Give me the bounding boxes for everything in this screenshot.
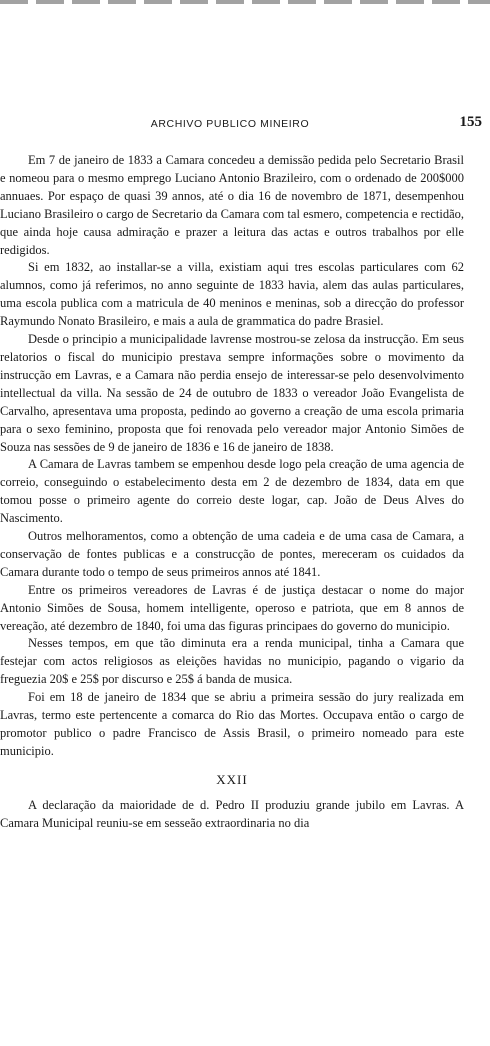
paragraph: Nesses tempos, em que tão diminuta era a renda municipal, tinha a Camara que festejar com actos religiosos as eleições havidas no municipio, pagando o vigario da freguezia 20$ e 25$ por discurso e 25$ á banda de musica. <box>0 636 464 687</box>
paragraph: Foi em 18 de janeiro de 1834 que se abriu a primeira sessão do jury realizada em Lavras, termo este pertencente a comarca do Rio das Mortes. Occupava então o cargo de promotor publico o padre Francisco de Assis Brasil, o primeiro nomeado para este municipio. <box>0 690 464 758</box>
paragraph: A declaração da maioridade de d. Pedro II produziu grande jubilo em Lavras. A Camara Municipal reuniu-se em sesseão extraordinaria no dia <box>0 797 464 830</box>
page-number: 155 <box>459 114 482 130</box>
section-heading: XXII <box>216 771 248 787</box>
body-text <box>0 152 464 833</box>
paragraph: Em 7 de janeiro de 1833 a Camara concedeu a demissão pedida pelo Secretario Brasil e nomeou para o mesmo emprego Luciano Antonio Brazileiro, com o ordenado de 200$000 annuaes. Por espaço de quasi 39 annos, até o dia 16 de novembro de 1871, desempenhou Luciano Brasileiro o cargo de Secretario da Camara com tal esmero, competencia e rectidão, que ainda hoje causa admiração e prazer a leitura das actas e outros trabalhos por elle redigidos. <box>0 153 464 257</box>
top-border-rule <box>0 0 490 4</box>
paragraph: Si em 1832, ao installar-se a villa, existiam aqui tres escolas particulares com 62 alumnos, como já referimos, no anno seguinte de 1833 havia, alem das aulas particulares, uma escola publica com a matricula de 40 meninos e meninas, sob a direcção do professor Raymundo Nonato Brasileiro, e mais a aula de grammatica do padre Brasiel. <box>0 260 464 329</box>
running-header <box>0 112 490 132</box>
running-title: ARCHIVO PUBLICO MINEIRO <box>150 118 310 130</box>
paragraph: Desde o principio a municipalidade lavrense mostrou-se zelosa da instrucção. Em seus relatorios o fiscal do municipio prestava sempre informações sobre o movimento da instrucção em Lavras, e a Camara não perdia ensejo de interessar-se pelo desenvolvimento intellectual da villa. Na sessão de 24 de outubro de 1833 o vereador João Evangelista de Carvalho, apresentava uma proposta, pedindo ao governo a creação de uma escola primaria para o sexo feminino, proposta que foi renovada pelo vereador major Antonio Simões de Souza nas sessões de 9 de janeiro de 1836 e 16 de janeiro de 1838. <box>0 332 464 454</box>
paragraph: A Camara de Lavras tambem se empenhou desde logo pela creação de uma agencia de correio, conseguindo o estabelecimento desta em 2 de dezembro de 1834, data em que tomou posse o primeiro agente do correio deste logar, cap. João de Deus Alves do Nascimento. <box>0 457 464 526</box>
paragraph: Outros melhoramentos, como a obtenção de uma cadeia e de uma casa de Camara, a conservação de fontes publicas e a construcção de pontes, mereceram os cuidados da Camara durante todo o tempo de seus primeiros annos até 1841. <box>0 529 464 579</box>
paragraph: Entre os primeiros vereadores de Lavras é de justiça destacar o nome do major Antonio Simões de Sousa, homem intelligente, operoso e patriota, que em 8 annos de vereação, até dezembro de 1840, foi uma das figuras principaes do governo do municipio. <box>0 582 464 633</box>
